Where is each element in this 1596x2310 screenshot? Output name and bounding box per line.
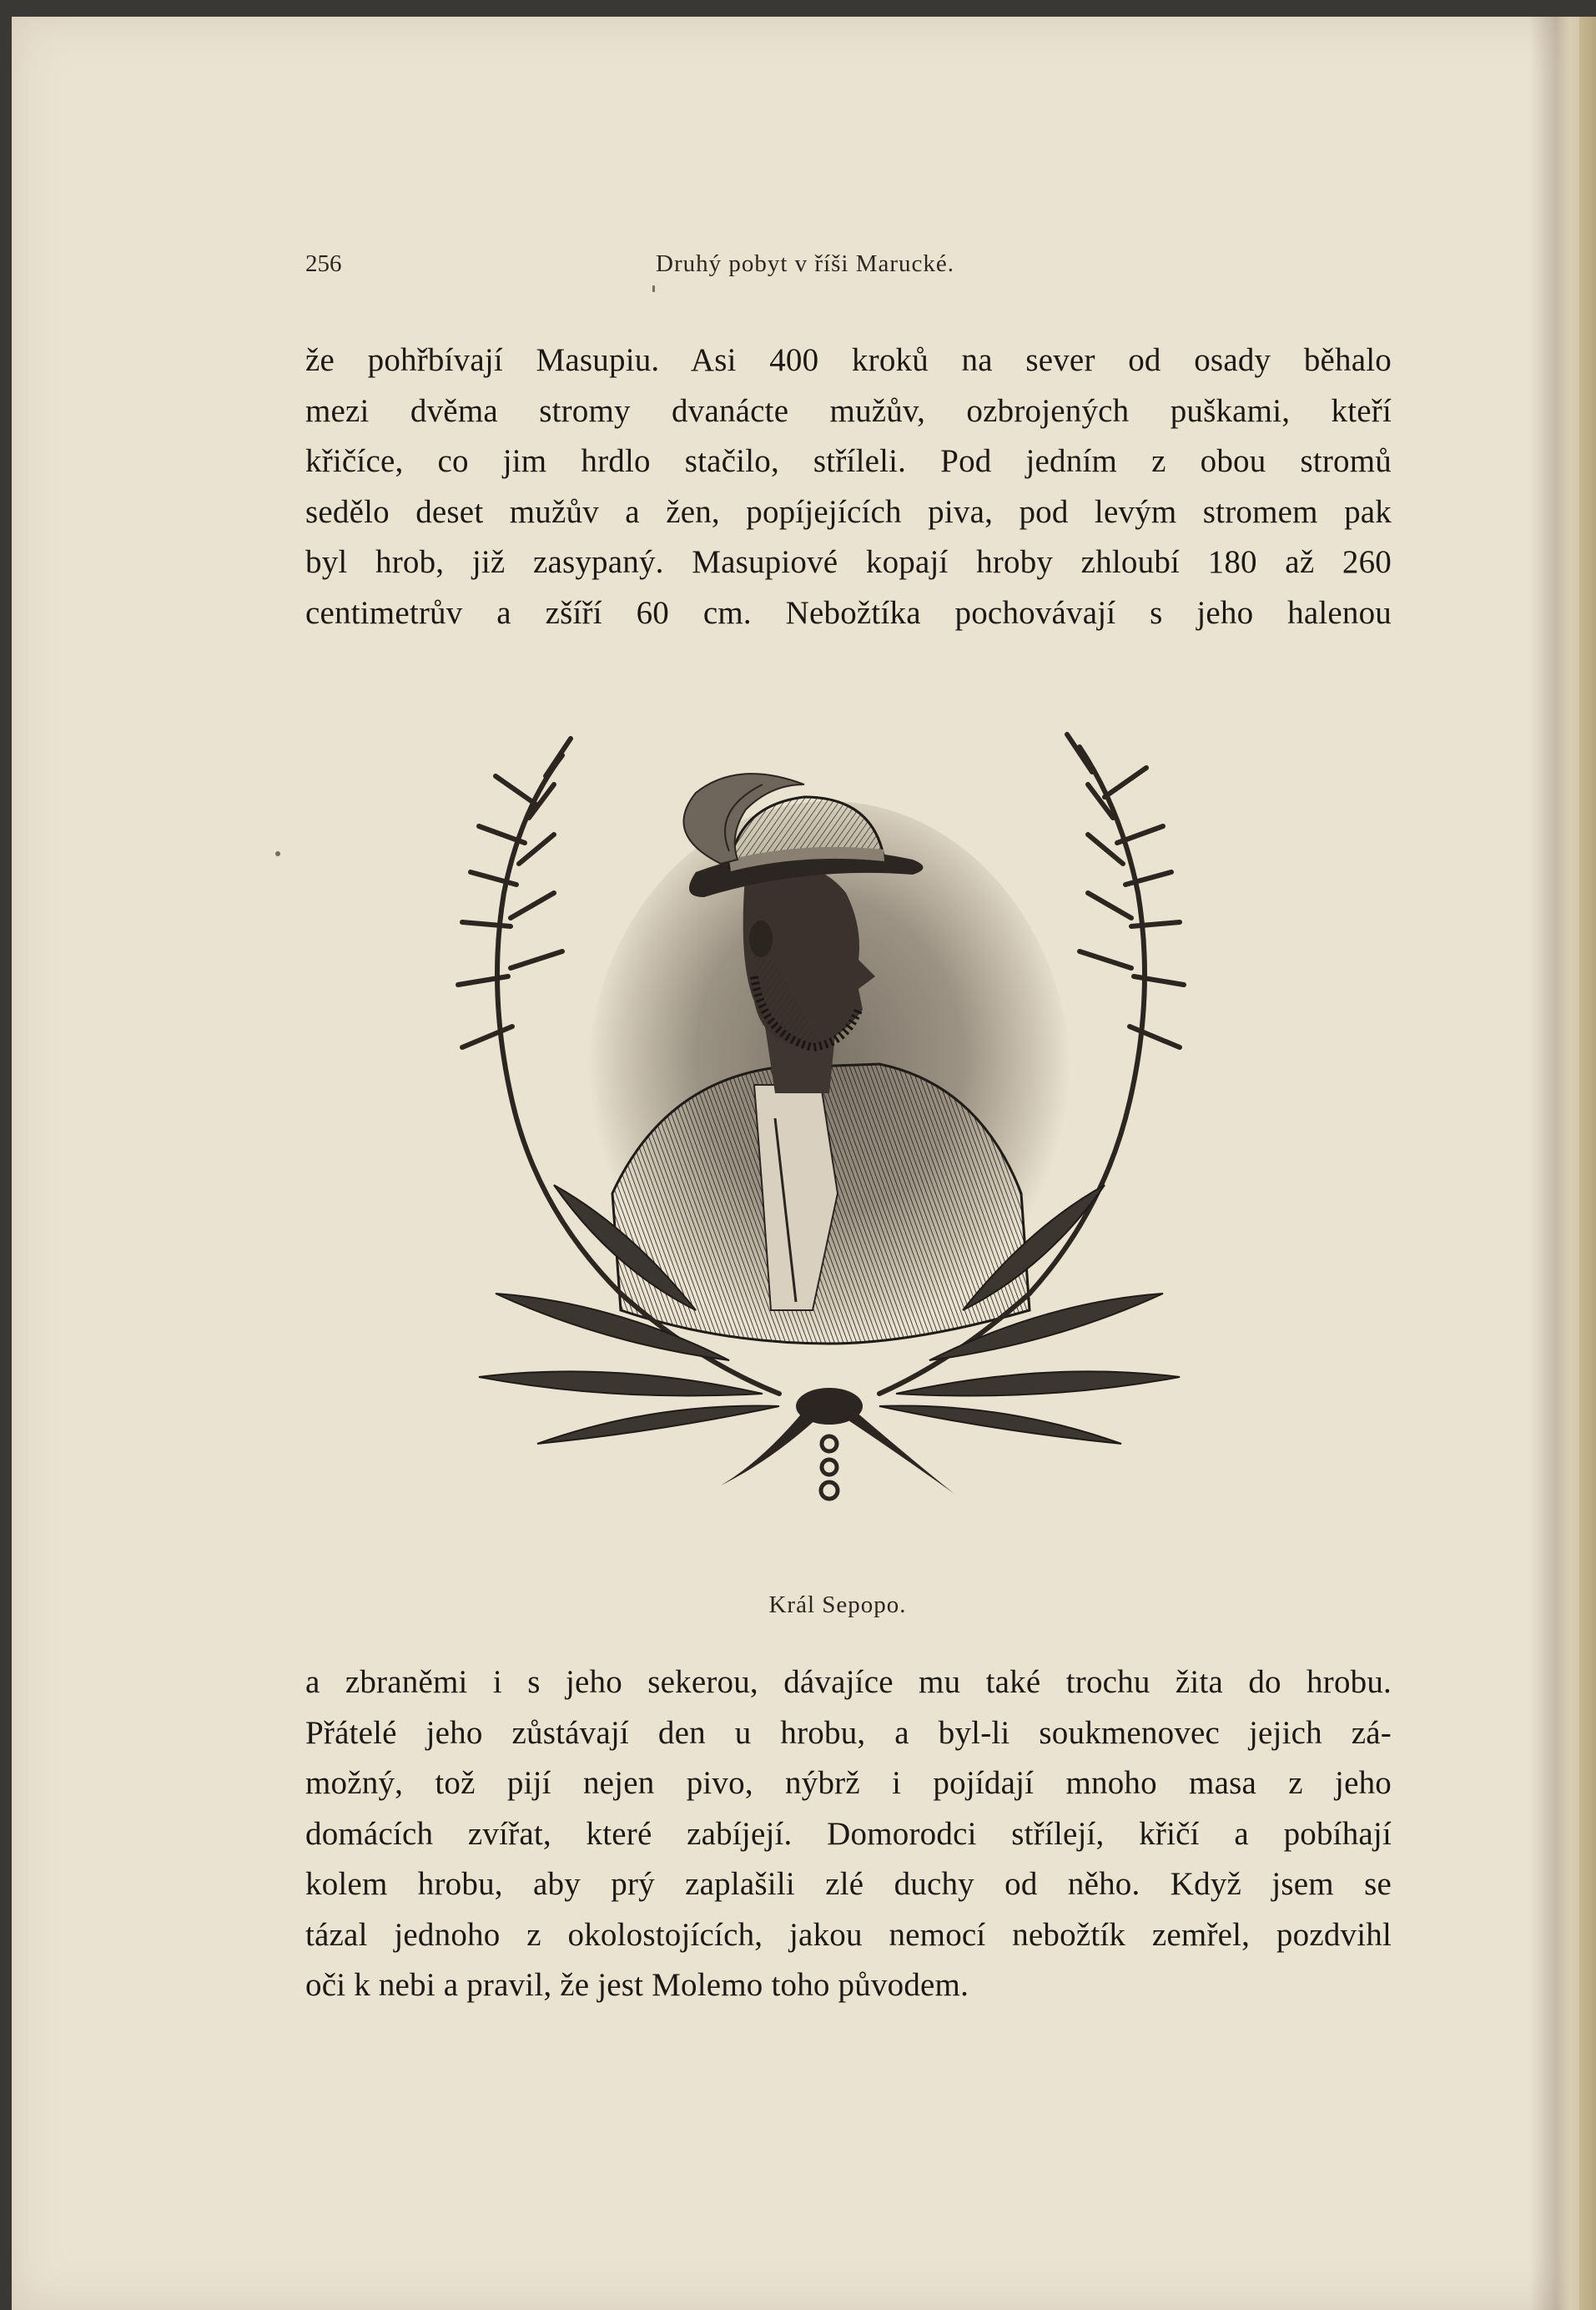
text-line: že pohřbívají Masupiu. Asi 400 kroků na sever od osady běhalo [305, 342, 1392, 378]
text-line: kolem hrobu, aby prý zaplašili zlé duchy od něho. Když jsem se [305, 1866, 1392, 1902]
text-line: tázal jednoho z okolostojících, jakou nemocí nebožtík zemřel, pozdvihl [305, 1916, 1392, 1953]
running-head: Druhý pobyt v říši Marucké. [656, 250, 955, 277]
text-line: centimetrův a zšíří 60 cm. Nebožtíka pochovávají s jeho halenou [305, 594, 1392, 631]
page-fore-edge [1579, 17, 1596, 2310]
text-line: Přátelé jeho zůstávají den u hrobu, a byl-li soukmenovec jejich zá- [305, 1714, 1392, 1751]
text-line: domácích zvířat, které zabíjejí. Domorodci střílejí, křičí a pobíhají [305, 1815, 1392, 1852]
text-line: a zbraněmi i s jeho sekerou, dávajíce mu také trochu žita do hrobu. [305, 1664, 1392, 1700]
ink-speck [275, 851, 280, 856]
text-line: možný, tož pijí nejen pivo, nýbrž i pojídají mnoho masa z jeho [305, 1765, 1392, 1801]
wreath-knot [721, 1388, 954, 1499]
text-line: křičíce, co jim hrdlo stačilo, stříleli. Pod jedním z obou stromů [305, 443, 1392, 479]
portrait-engraving [446, 726, 1213, 1577]
body-text-bottom [305, 1657, 1392, 2011]
text-line: mezi dvěma stromy dvanácte mužův, ozbrojených puškami, kteří [305, 392, 1392, 429]
illustration-caption: Král Sepopo. [768, 1591, 907, 1618]
page-header [305, 250, 1390, 284]
text-line: byl hrob, již zasypaný. Masupiové kopají hroby zhloubí 180 až 260 [305, 544, 1392, 580]
page-number: 256 [305, 250, 342, 277]
book-page [12, 17, 1596, 2310]
text-line: sedělo deset mužův a žen, popíjejících piva, pod levým stromem pak [305, 493, 1392, 530]
ink-speck [652, 285, 655, 292]
body-text-top [305, 335, 1392, 638]
text-line: oči k nebi a pravil, že jest Molemo toho původem. [305, 1967, 969, 2003]
